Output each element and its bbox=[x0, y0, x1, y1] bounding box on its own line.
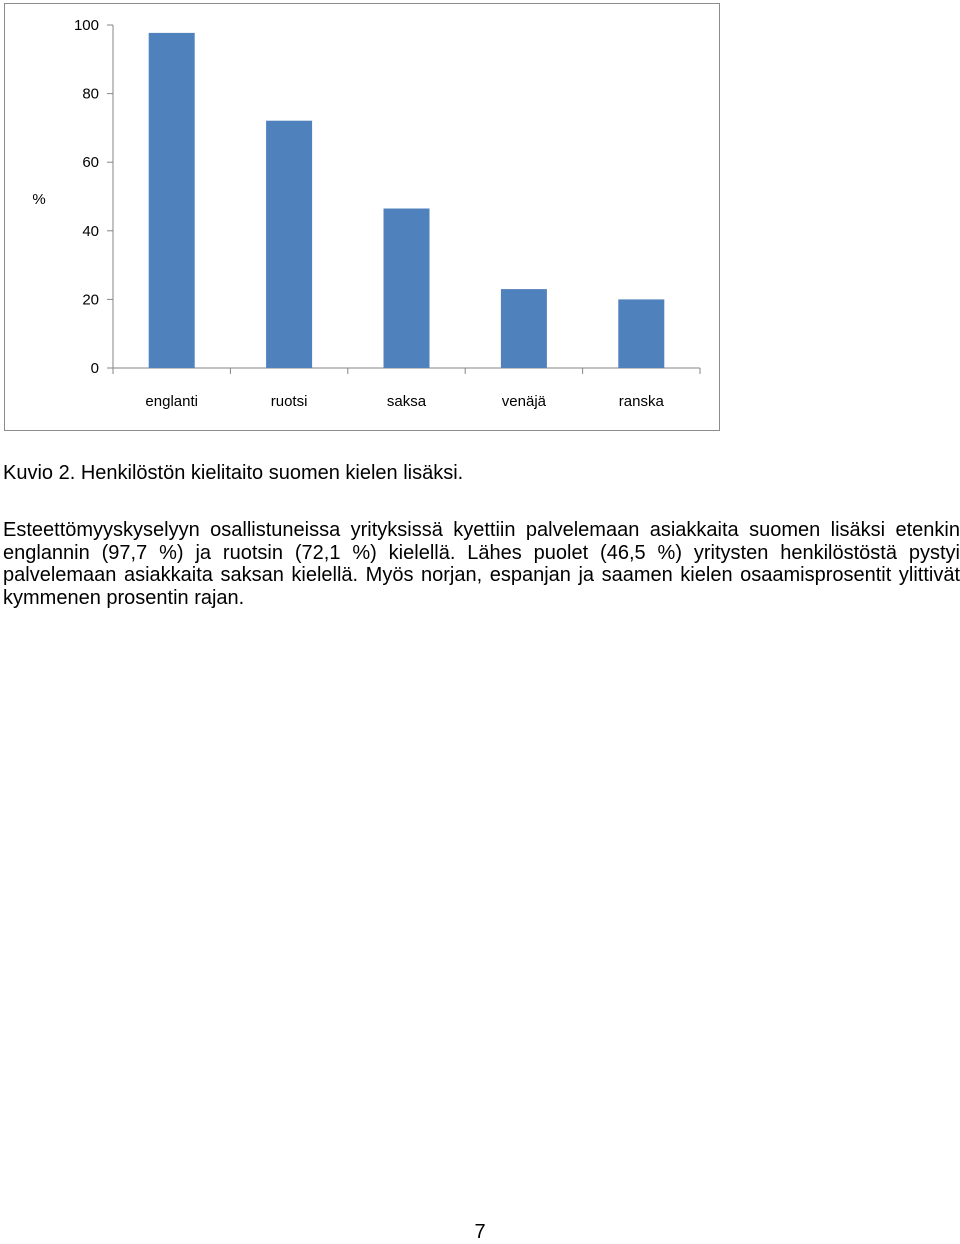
x-tick-label: saksa bbox=[386, 393, 427, 410]
bar-venäjä bbox=[501, 289, 547, 368]
bar-ranska bbox=[618, 299, 664, 368]
y-tick-label: 100 bbox=[73, 17, 99, 34]
bar-englanti bbox=[149, 33, 195, 368]
body-paragraph: Esteettömyyskyselyyn osallistuneissa yrityksissä kyettiin palvelemaan asiakkaita suomen lisäksi etenkin englannin (97,7 %) ja ruotsin (72,1 %) kielellä. Lähes puolet (46,5 %) yritysten henkilöstöstä pystyi palvelemaan asiakkaita saksan kielellä. Myös norjan, espanjan ja saamen kielen osaamisprosentit ylittivät kymmenen prosentin rajan. bbox=[3, 519, 960, 609]
x-tick-label: venäjä bbox=[501, 393, 547, 410]
y-axis-label: % bbox=[32, 191, 46, 208]
y-tick-label: 20 bbox=[82, 291, 99, 309]
chart-canvas bbox=[5, 4, 721, 432]
y-tick-label: 80 bbox=[82, 85, 99, 103]
y-tick-label: 40 bbox=[82, 222, 99, 240]
x-tick-label: englanti bbox=[145, 393, 198, 410]
x-tick-label: ruotsi bbox=[270, 393, 308, 410]
bar-saksa bbox=[384, 209, 430, 368]
page-number: 7 bbox=[474, 1221, 486, 1243]
y-tick-label: 0 bbox=[90, 360, 99, 377]
bar-ruotsi bbox=[266, 121, 312, 368]
figure-caption: Kuvio 2. Henkilöstön kielitaito suomen kielen lisäksi. bbox=[3, 462, 464, 484]
x-tick-label: ranska bbox=[618, 393, 664, 410]
bar-chart bbox=[4, 3, 720, 431]
y-tick-label: 60 bbox=[82, 154, 99, 172]
